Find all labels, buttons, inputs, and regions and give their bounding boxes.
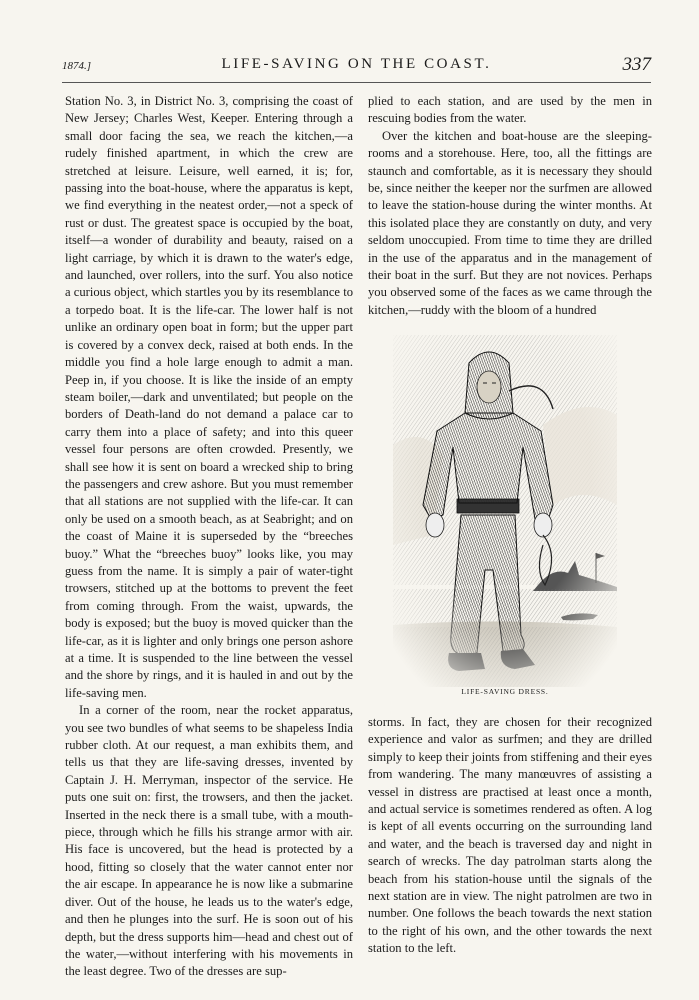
- paragraph: storms. In fact, they are chosen for their recognized experience and valor as surfmen; and they are drilled simply to keep their joints from stiffening and their eyes from wandering. The many manœuvres of assisting a vessel in distress are practised at least once a month, and actual service is sometimes rendered as often. A log is kept of all events occurring on the surrounding land and water, and the beach is traversed day and night in search of wrecks. The day patrolman starts along the beach from his station-house until the signals of the next station are in view. The night patrolmen are two in number. One follows the beach towards the next station to the right of his own, and the other towards the next station to the left.: [368, 715, 652, 956]
- page-number: 337: [622, 54, 651, 75]
- right-column-bottom: [368, 714, 652, 958]
- right-column-top: [368, 93, 652, 319]
- engraving-life-saving-dress: [393, 335, 617, 687]
- engraving-illustration: [393, 335, 617, 687]
- running-header: [62, 56, 651, 84]
- header-title: LIFE-SAVING ON THE COAST.: [221, 56, 492, 72]
- paragraph: plied to each station, and are used by the men in rescuing bodies from the water.: [368, 94, 652, 126]
- left-column: [65, 93, 353, 981]
- paragraph: Over the kitchen and boat-house are the sleeping-rooms and a storehouse. Here, too, all the fittings are staunch and comfortable, as it is necessary they should be, since neither the keeper nor the surfmen are allowed to leave the station-house during the winter months. At this isolated place they are constantly on duty, and very seldom unoccupied. From time to time they are drilled in the use of the apparatus and in the management of their boat in the surf. But they are not novices. Perhaps you observed some of the faces as we came through the kitchen,—ruddy with the bloom of a hundred: [368, 128, 652, 317]
- paragraph: Station No. 3, in District No. 3, comprising the coast of New Jersey; Charles West, Keeper. Entering through a small door facing the sea, we reach the kitchen,—a rudely finished apartment, in which the crew are stretched at leisure. Leisure, well earned, it is; for, passing into the boat-house, where the apparatus is kept, we find everything in the neatest order,—not a speck of rust or dust. The greatest space is occupied by the boat, itself—a wonder of durability and beauty, raised on a light carriage, by which it is drawn to the water's edge, and launched, over rollers, into the surf. You also notice a curious object, which startles you by its resemblance to a torpedo boat. It is the life-car. The lower half is not unlike an ordinary open boat in form; but the upper part is covered by a convex deck, raised at both ends. In the middle you find a hole large enough to admit a man. Peep in, if you choose. It is like the inside of an empty steam boiler,—dark and unventilated; but people on the borders of Death-land do not demand a palace car to carry them into a place of safety; and into this queer vessel four persons are often crowded. Presently, we shall see how it is sent on board a wrecked ship to bring the passengers and crew ashore. But you must remember that all stations are not supplied with the life-car. It can only be used on a smooth beach, as at Seabright; and on the coast of Maine it is superseded by the “breeches buoy.” What the “breeches buoy” looks like, you may guess from the name. It is simply a pair of water-tight trowsers, stitched up at the bottoms to prevent the feet from coming through. From the waist, upwards, the body is exposed; but the buoy is moved quicker than the life-car, as it is lighter and only brings one person ashore at a time. It is suspended to the line between the vessel and the shore by rings, and it is hauled in and out by the life-saving men.: [65, 94, 353, 700]
- paragraph: In a corner of the room, near the rocket apparatus, you see two bundles of what seems to be shapeless India rubber cloth. At our request, a man exhibits them, and tells us that they are life-saving dresses, invented by Captain J. H. Merryman, inspector of the service. He puts one suit on: first, the trowsers, and then the jacket. Inserted in the neck there is a small tube, with a mouth-piece, through which he fills his strange armor with air. His face is uncovered, but the head is protected by a hood, fitting so closely that the water cannot enter nor the air escape. In appearance he is now like a submarine diver. Out of the house, he leads us to the water's edge, and then he plunges into the surf. He is soon out of his depth, but the dress supports him—head and chest out of the water,—without interfering with his movements in the least degree. Two of the dresses are sup-: [65, 703, 353, 979]
- header-year: 1874.]: [62, 60, 92, 72]
- figure-caption: LIFE-SAVING DRESS.: [461, 687, 549, 696]
- header-rule: [62, 82, 651, 83]
